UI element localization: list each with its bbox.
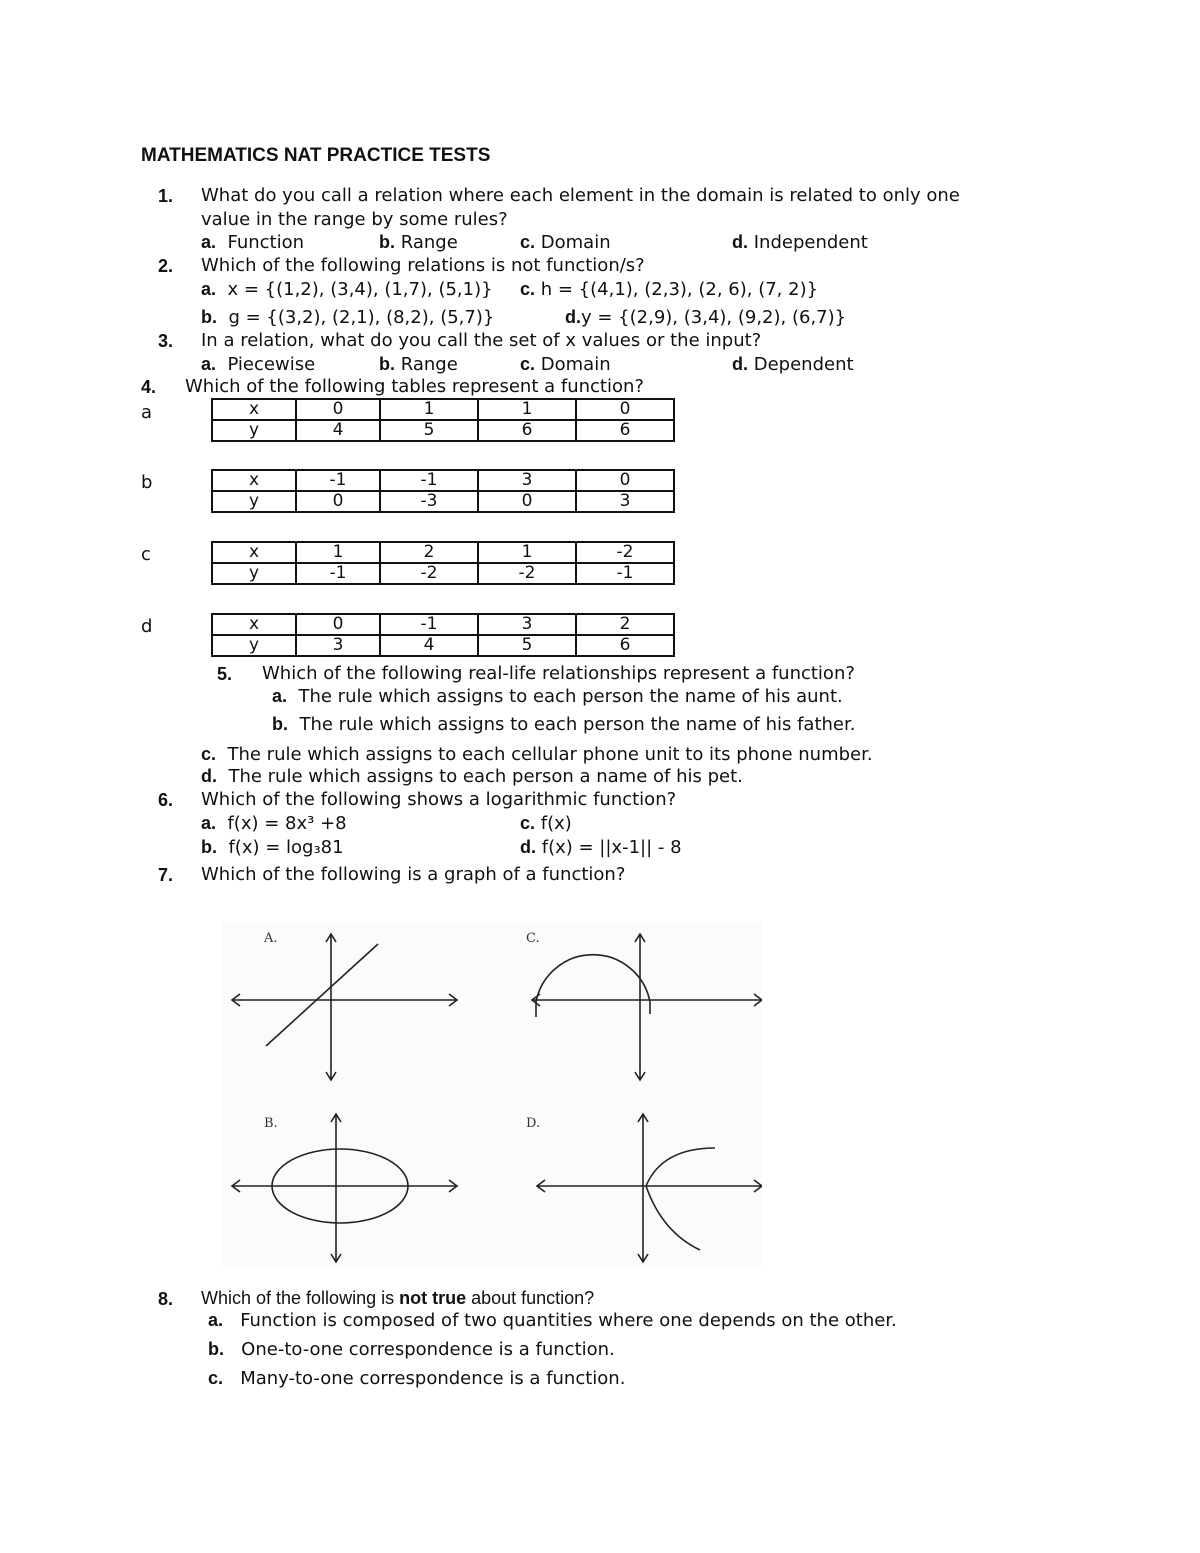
table-cell: x [212,614,296,635]
option: b. g = {(3,2), (2,1), (8,2), (5,7)} [201,307,495,328]
table-cell: 0 [296,399,380,420]
table-cell: 0 [478,491,576,512]
table-cell: -2 [380,563,478,584]
table-cell: y [212,635,296,656]
question-text: Which of the following shows a logarithmic function? [201,789,677,810]
table-cell: 6 [576,635,674,656]
table-row-x [212,470,674,491]
table-cell: y [212,563,296,584]
table-label: b [141,472,153,493]
table-cell: 3 [576,491,674,512]
table-row-x [212,399,674,420]
table-cell: -2 [576,542,674,563]
option: c. Domain [520,354,611,375]
question-text: Which of the following relations is not function/s? [201,255,645,276]
table-cell: 1 [296,542,380,563]
table-cell: -2 [478,563,576,584]
question-number: 1. [158,186,174,206]
option: b. Range [379,354,458,375]
table-cell: x [212,542,296,563]
table-cell: 4 [380,635,478,656]
figure-background [222,922,762,1267]
question-number: 5. [217,664,233,684]
option: d. The rule which assigns to each person a name of his pet. [201,766,743,787]
table-cell: 1 [478,399,576,420]
option: a. Function [201,232,305,253]
question-number: 7. [158,865,174,885]
option: d. f(x) = ||x-1|| - 8 [520,837,682,858]
function-table-a [211,398,675,442]
table-row-x [212,542,674,563]
question-number: 3. [158,331,174,351]
page-title: MATHEMATICS NAT PRACTICE TESTS [141,145,491,166]
table-cell: -3 [380,491,478,512]
table-row-y [212,491,674,512]
option: b. f(x) = log₃81 [201,837,344,858]
option: c. Many-to-one correspondence is a function. [208,1368,626,1389]
table-label: a [141,402,153,423]
table-cell: 3 [478,614,576,635]
table-label: c [141,544,151,565]
option: b. One-to-one correspondence is a function. [208,1339,615,1360]
table-cell: 0 [296,491,380,512]
option: a. Piecewise [201,354,316,375]
function-table-b [211,469,675,513]
table-cell: 3 [478,470,576,491]
table-cell: 6 [576,420,674,441]
option: a. Function is composed of two quantities where one depends on the other. [208,1310,897,1331]
function-table-d [211,613,675,657]
graph-label-d: D. [526,1116,541,1131]
table-row-x [212,614,674,635]
option: a. The rule which assigns to each person the name of his aunt. [272,686,843,707]
option: c. Domain [520,232,611,253]
question-number: 2. [158,256,174,276]
table-cell: -1 [296,563,380,584]
table-cell: 0 [296,614,380,635]
question-text: Which of the following tables represent a function? [185,376,644,397]
option: a. f(x) = 8x³ +8 [201,813,347,834]
table-cell: 5 [478,635,576,656]
table-cell: -1 [576,563,674,584]
table-cell: 1 [478,542,576,563]
table-cell: 1 [380,399,478,420]
table-cell: 2 [576,614,674,635]
function-table-c [211,541,675,585]
question-text: Which of the following real-life relationships represent a function? [262,663,855,684]
question-number: 6. [158,790,174,810]
table-cell: 5 [380,420,478,441]
table-cell: y [212,491,296,512]
table-cell: 4 [296,420,380,441]
table-cell: y [212,420,296,441]
option: d. Independent [732,232,868,253]
question-number: 8. [158,1289,174,1309]
option: c. h = {(4,1), (2,3), (2, 6), (7, 2)} [520,279,819,300]
option: c. The rule which assigns to each cellular phone unit to its phone number. [201,744,873,765]
table-cell: 0 [576,399,674,420]
table-cell: x [212,470,296,491]
question-text: Which of the following is not true about function? [201,1288,595,1308]
question-number: 4. [141,377,157,397]
table-cell: 3 [296,635,380,656]
table-label: d [141,616,153,637]
graph-label-c: C. [526,931,540,946]
question-text: Which of the following is a graph of a function? [201,864,626,885]
option: b. The rule which assigns to each person the name of his father. [272,714,856,735]
table-row-y [212,420,674,441]
option: b. Range [379,232,458,253]
option: a. x = {(1,2), (3,4), (1,7), (5,1)} [201,279,493,300]
table-row-y [212,563,674,584]
graph-label-a: A. [264,931,278,946]
question-text: value in the range by some rules? [201,209,508,230]
function-graphs-figure [222,922,762,1267]
option: d.y = {(2,9), (3,4), (9,2), (6,7)} [565,307,847,328]
table-row-y [212,635,674,656]
option: d. Dependent [732,354,854,375]
table-cell: -1 [380,614,478,635]
graph-label-b: B. [264,1116,278,1131]
table-cell: 6 [478,420,576,441]
table-cell: 0 [576,470,674,491]
question-text: In a relation, what do you call the set of x values or the input? [201,330,762,351]
table-cell: 2 [380,542,478,563]
question-text: What do you call a relation where each element in the domain is related to only one [201,185,960,206]
table-cell: x [212,399,296,420]
table-cell: -1 [296,470,380,491]
option: c. f(x) [520,813,572,834]
table-cell: -1 [380,470,478,491]
